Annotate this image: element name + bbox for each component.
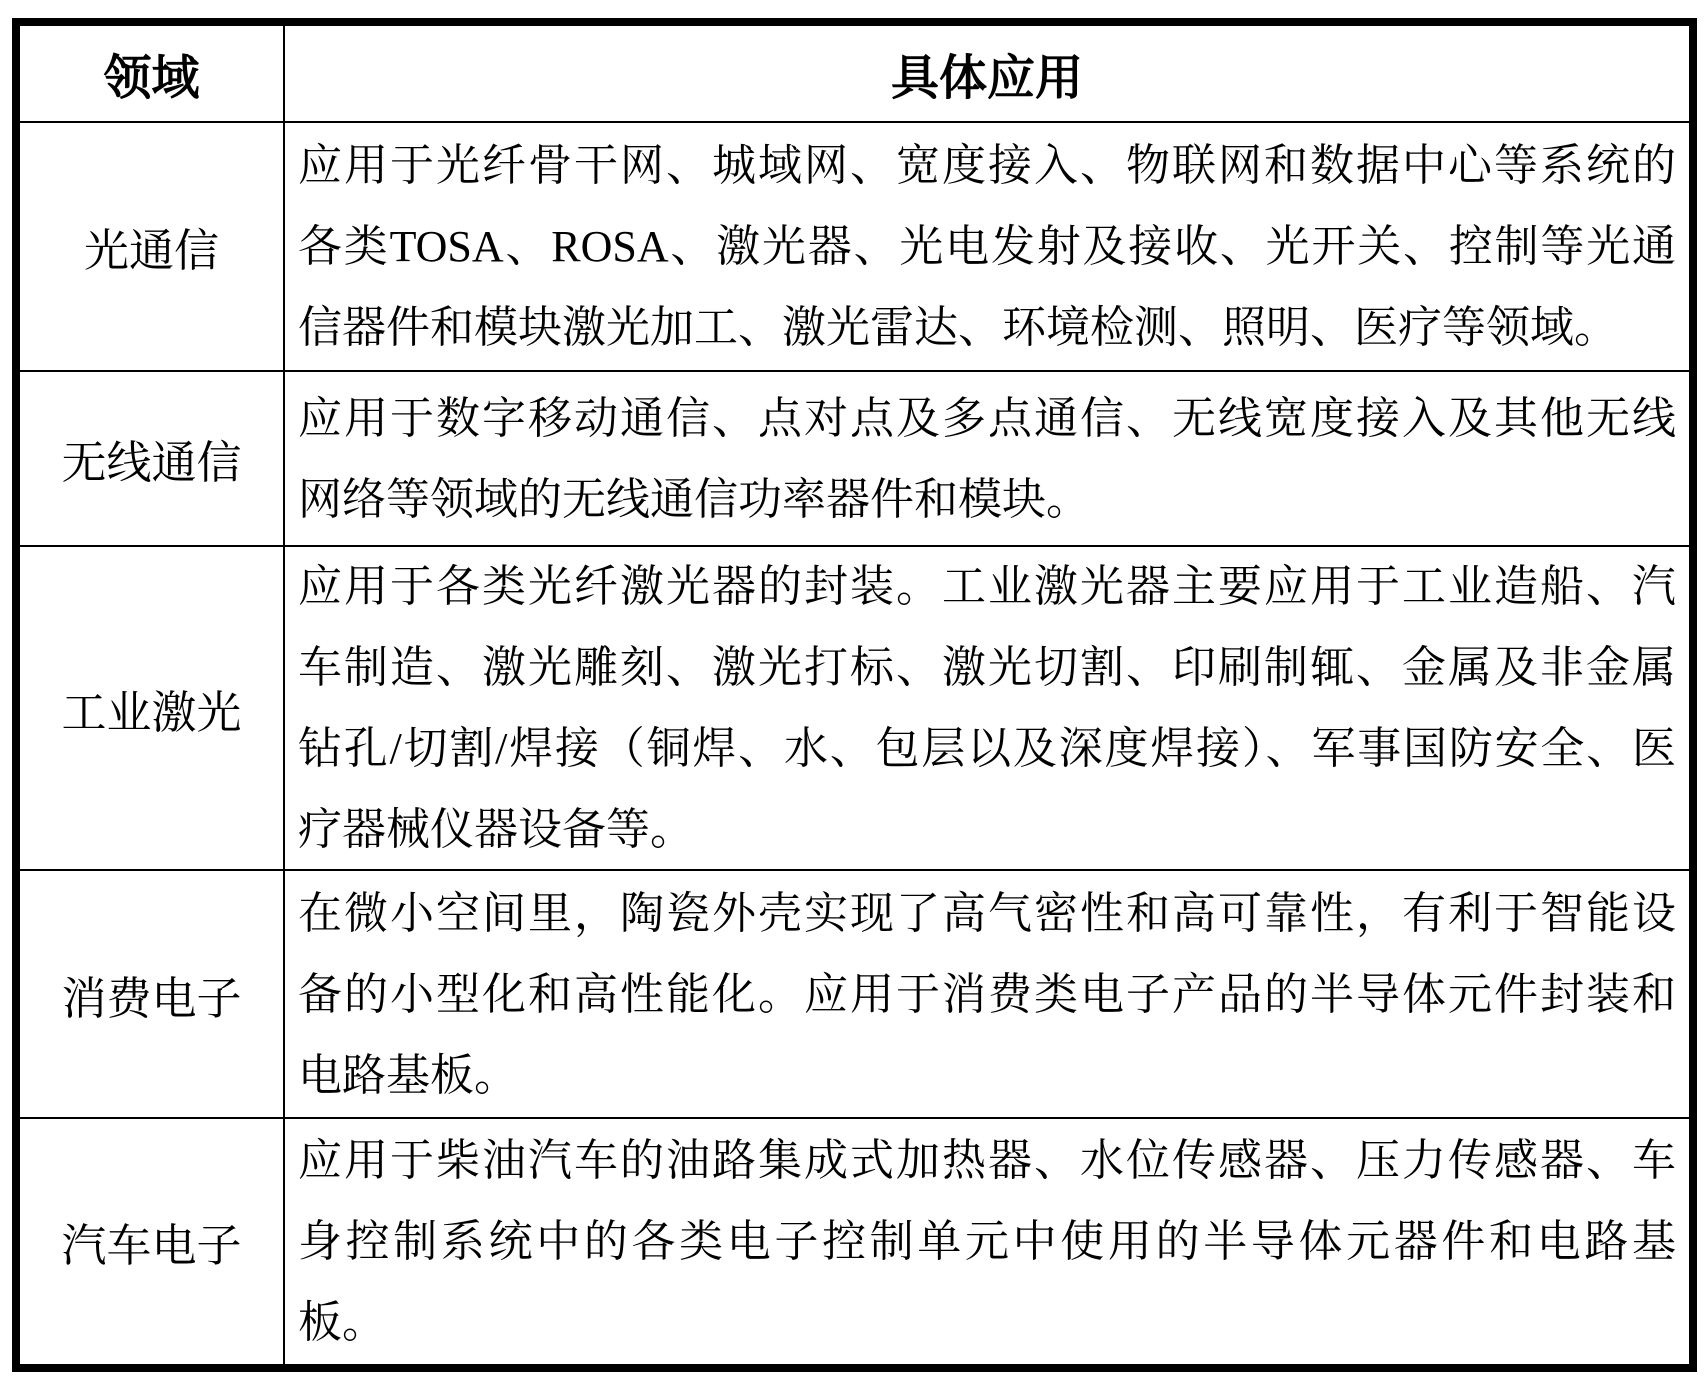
text-line: 应用于光纤骨干网、城域网、宽度接入、物联网和数据中心等系统的 [298, 141, 1676, 190]
text-line: 在微小空间里，陶瓷外壳实现了高气密性和高可靠性，有利于智能设 [298, 888, 1676, 938]
text-line: 网络等领域的无线通信功率器件和模块。 [298, 474, 1090, 524]
text-line: 钻孔/切割/焊接（铜焊、水、包层以及深度焊接）、军事国防安全、医 [298, 724, 1676, 773]
table-row [20, 123, 1689, 372]
text-line: 电路基板。 [298, 1050, 518, 1100]
field-cell: 工业激光 [20, 547, 285, 869]
field-cell: 汽车电子 [20, 1119, 285, 1364]
header-application-cell: 具体应用 [890, 52, 1083, 105]
text-line: 各类TOSA、ROSA、激光器、光电发射及接收、光开关、控制等光通 [298, 222, 1676, 271]
application-cell [285, 547, 1689, 869]
field-cell: 消费电子 [20, 871, 285, 1117]
header-field-cell: 领域 [20, 26, 285, 121]
field-cell: 光通信 [20, 123, 285, 370]
text-line: 板。 [298, 1298, 386, 1347]
table-row [20, 372, 1689, 547]
text-line: 应用于各类光纤激光器的封装。工业激光器主要应用于工业造船、汽 [298, 562, 1676, 611]
table-row [20, 547, 1689, 871]
text-line: 信器件和模块激光加工、激光雷达、环境检测、照明、医疗等领域。 [298, 303, 1618, 352]
field-cell: 无线通信 [20, 372, 285, 545]
table-header-row [20, 26, 1689, 123]
table-row [20, 1119, 1689, 1364]
application-cell [285, 871, 1689, 1117]
application-cell [285, 123, 1689, 370]
text-line: 应用于数字移动通信、点对点及多点通信、无线宽度接入及其他无线 [298, 393, 1676, 443]
text-line: 备的小型化和高性能化。应用于消费类电子产品的半导体元件封装和 [298, 969, 1676, 1019]
application-cell [285, 372, 1689, 545]
application-fields-table [12, 18, 1697, 1372]
text-line: 应用于柴油汽车的油路集成式加热器、水位传感器、压力传感器、车 [298, 1136, 1676, 1185]
text-line: 身控制系统中的各类电子控制单元中使用的半导体元器件和电路基 [298, 1217, 1676, 1266]
table-row [20, 871, 1689, 1119]
text-line: 车制造、激光雕刻、激光打标、激光切割、印刷制辄、金属及非金属 [298, 643, 1676, 692]
text-line: 疗器械仪器设备等。 [298, 805, 694, 854]
application-cell [285, 1119, 1689, 1364]
